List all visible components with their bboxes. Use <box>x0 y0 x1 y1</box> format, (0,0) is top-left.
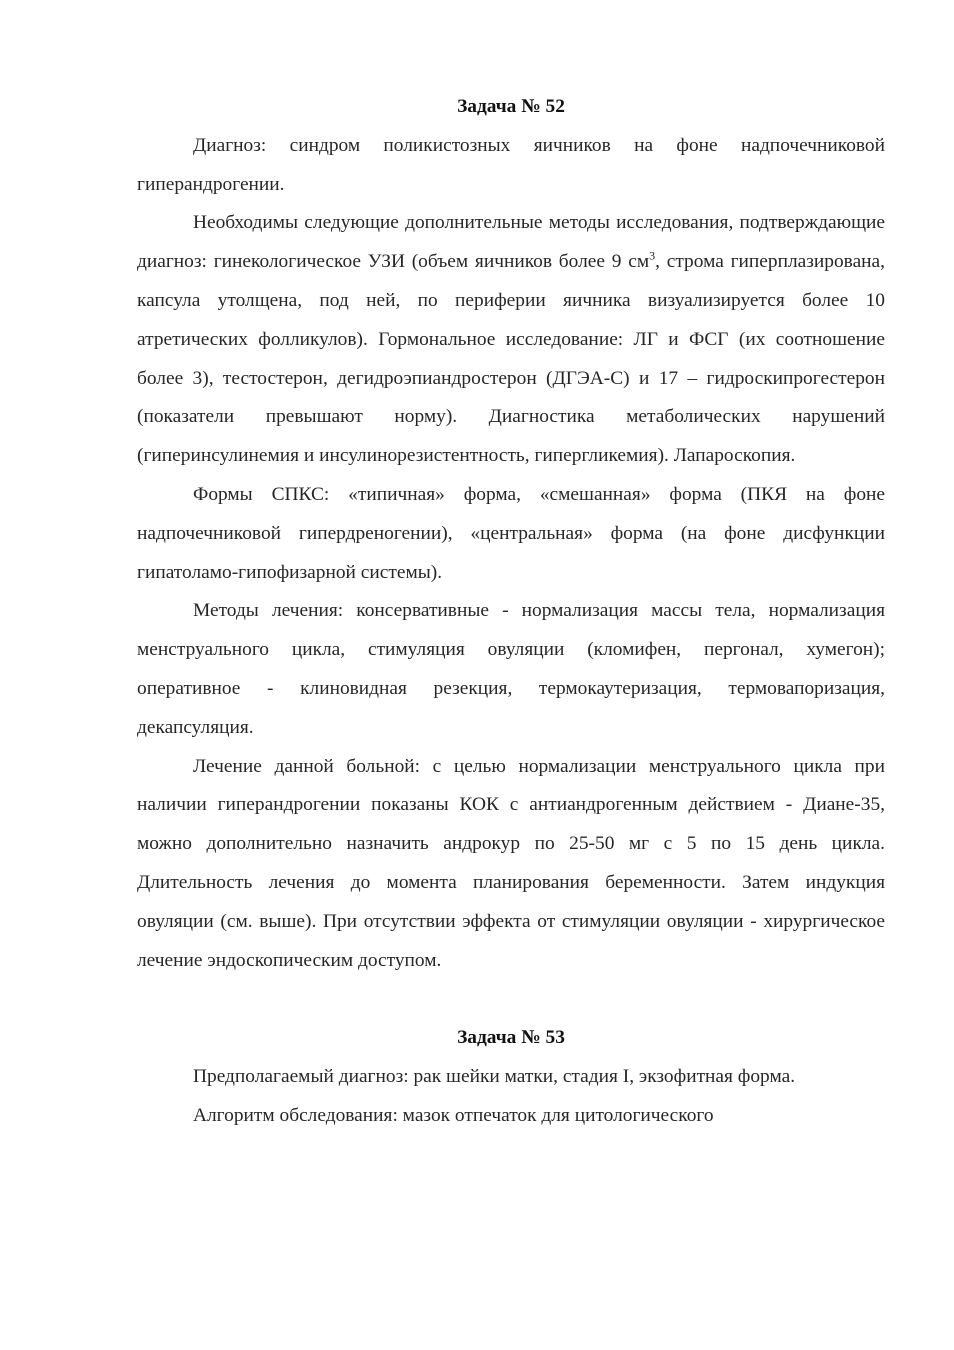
task-53-diagnosis: Предполагаемый диагноз: рак шейки матки, стадия I, экзофитная форма. <box>193 1065 796 1087</box>
document-page <box>137 88 885 1136</box>
task-52-treatment-methods: Методы лечения: консервативные - нормализация массы тела, нормализация менструального цикла, стимуляция овуляции (кломифен, пергонал, хумегон); оперативное - клиновидная резекция, термокаутеризация, термовапоризация, декапсуляция. <box>137 600 885 738</box>
section-spacer <box>137 980 885 1019</box>
task-53-algorithm: Алгоритм обследования: мазок отпечаток для цитологического <box>193 1104 714 1126</box>
task-53-section <box>137 1019 885 1135</box>
task-53-title: Задача № 53 <box>457 1027 565 1049</box>
task-52-methods-text-a: Необходимы следующие дополнительные методы исследования, подтверждающие диагноз: гинекологическое УЗИ (объем яичников более 9 см <box>137 212 885 273</box>
task-52-title: Задача № 52 <box>457 96 565 117</box>
task-52-methods-superscript: 3 <box>649 248 656 263</box>
task-52-diagnosis: Диагноз: синдром поликистозных яичников на фоне надпочечниковой гиперандрогении. <box>137 134 885 195</box>
task-52-forms: Формы СПКС: «типичная» форма, «смешанная» форма (ПКЯ на фоне надпочечниковой гипердреногении), «центральная» форма (на фоне дисфункции гипатоламо-гипофизарной системы). <box>137 483 885 583</box>
task-52-methods-text-b: , строма гиперплазирована, капсула утолщена, под ней, по периферии яичника визуализируется более 10 атретических фолликулов). Гормональное исследование: ЛГ и ФСГ (их соотношение более 3), тестостерон, дегидроэпиандростерон (ДГЭА-С) и 17 – гидроскипрогестерон (показатели превышают норму). Диагностика метаболических нарушений (гиперинсулинемия и инсулинорезистентность, гипергликемия). Лапароскопия. <box>137 251 886 467</box>
task-52-section <box>137 88 885 980</box>
task-52-patient-treatment: Лечение данной больной: с целью нормализации менструального цикла при наличии гиперандрогении показаны КОК с антиандрогенным действием - Диане-35, можно дополнительно назначить андрокур по 25-50 мг с 5 по 15 день цикла. Длительность лечения до момента планирования беременности. Затем индукция овуляции (см. выше). При отсутствии эффекта от стимуляции овуляции - хирургическое лечение эндоскопическим доступом. <box>137 755 885 971</box>
task-52-methods <box>137 204 885 476</box>
